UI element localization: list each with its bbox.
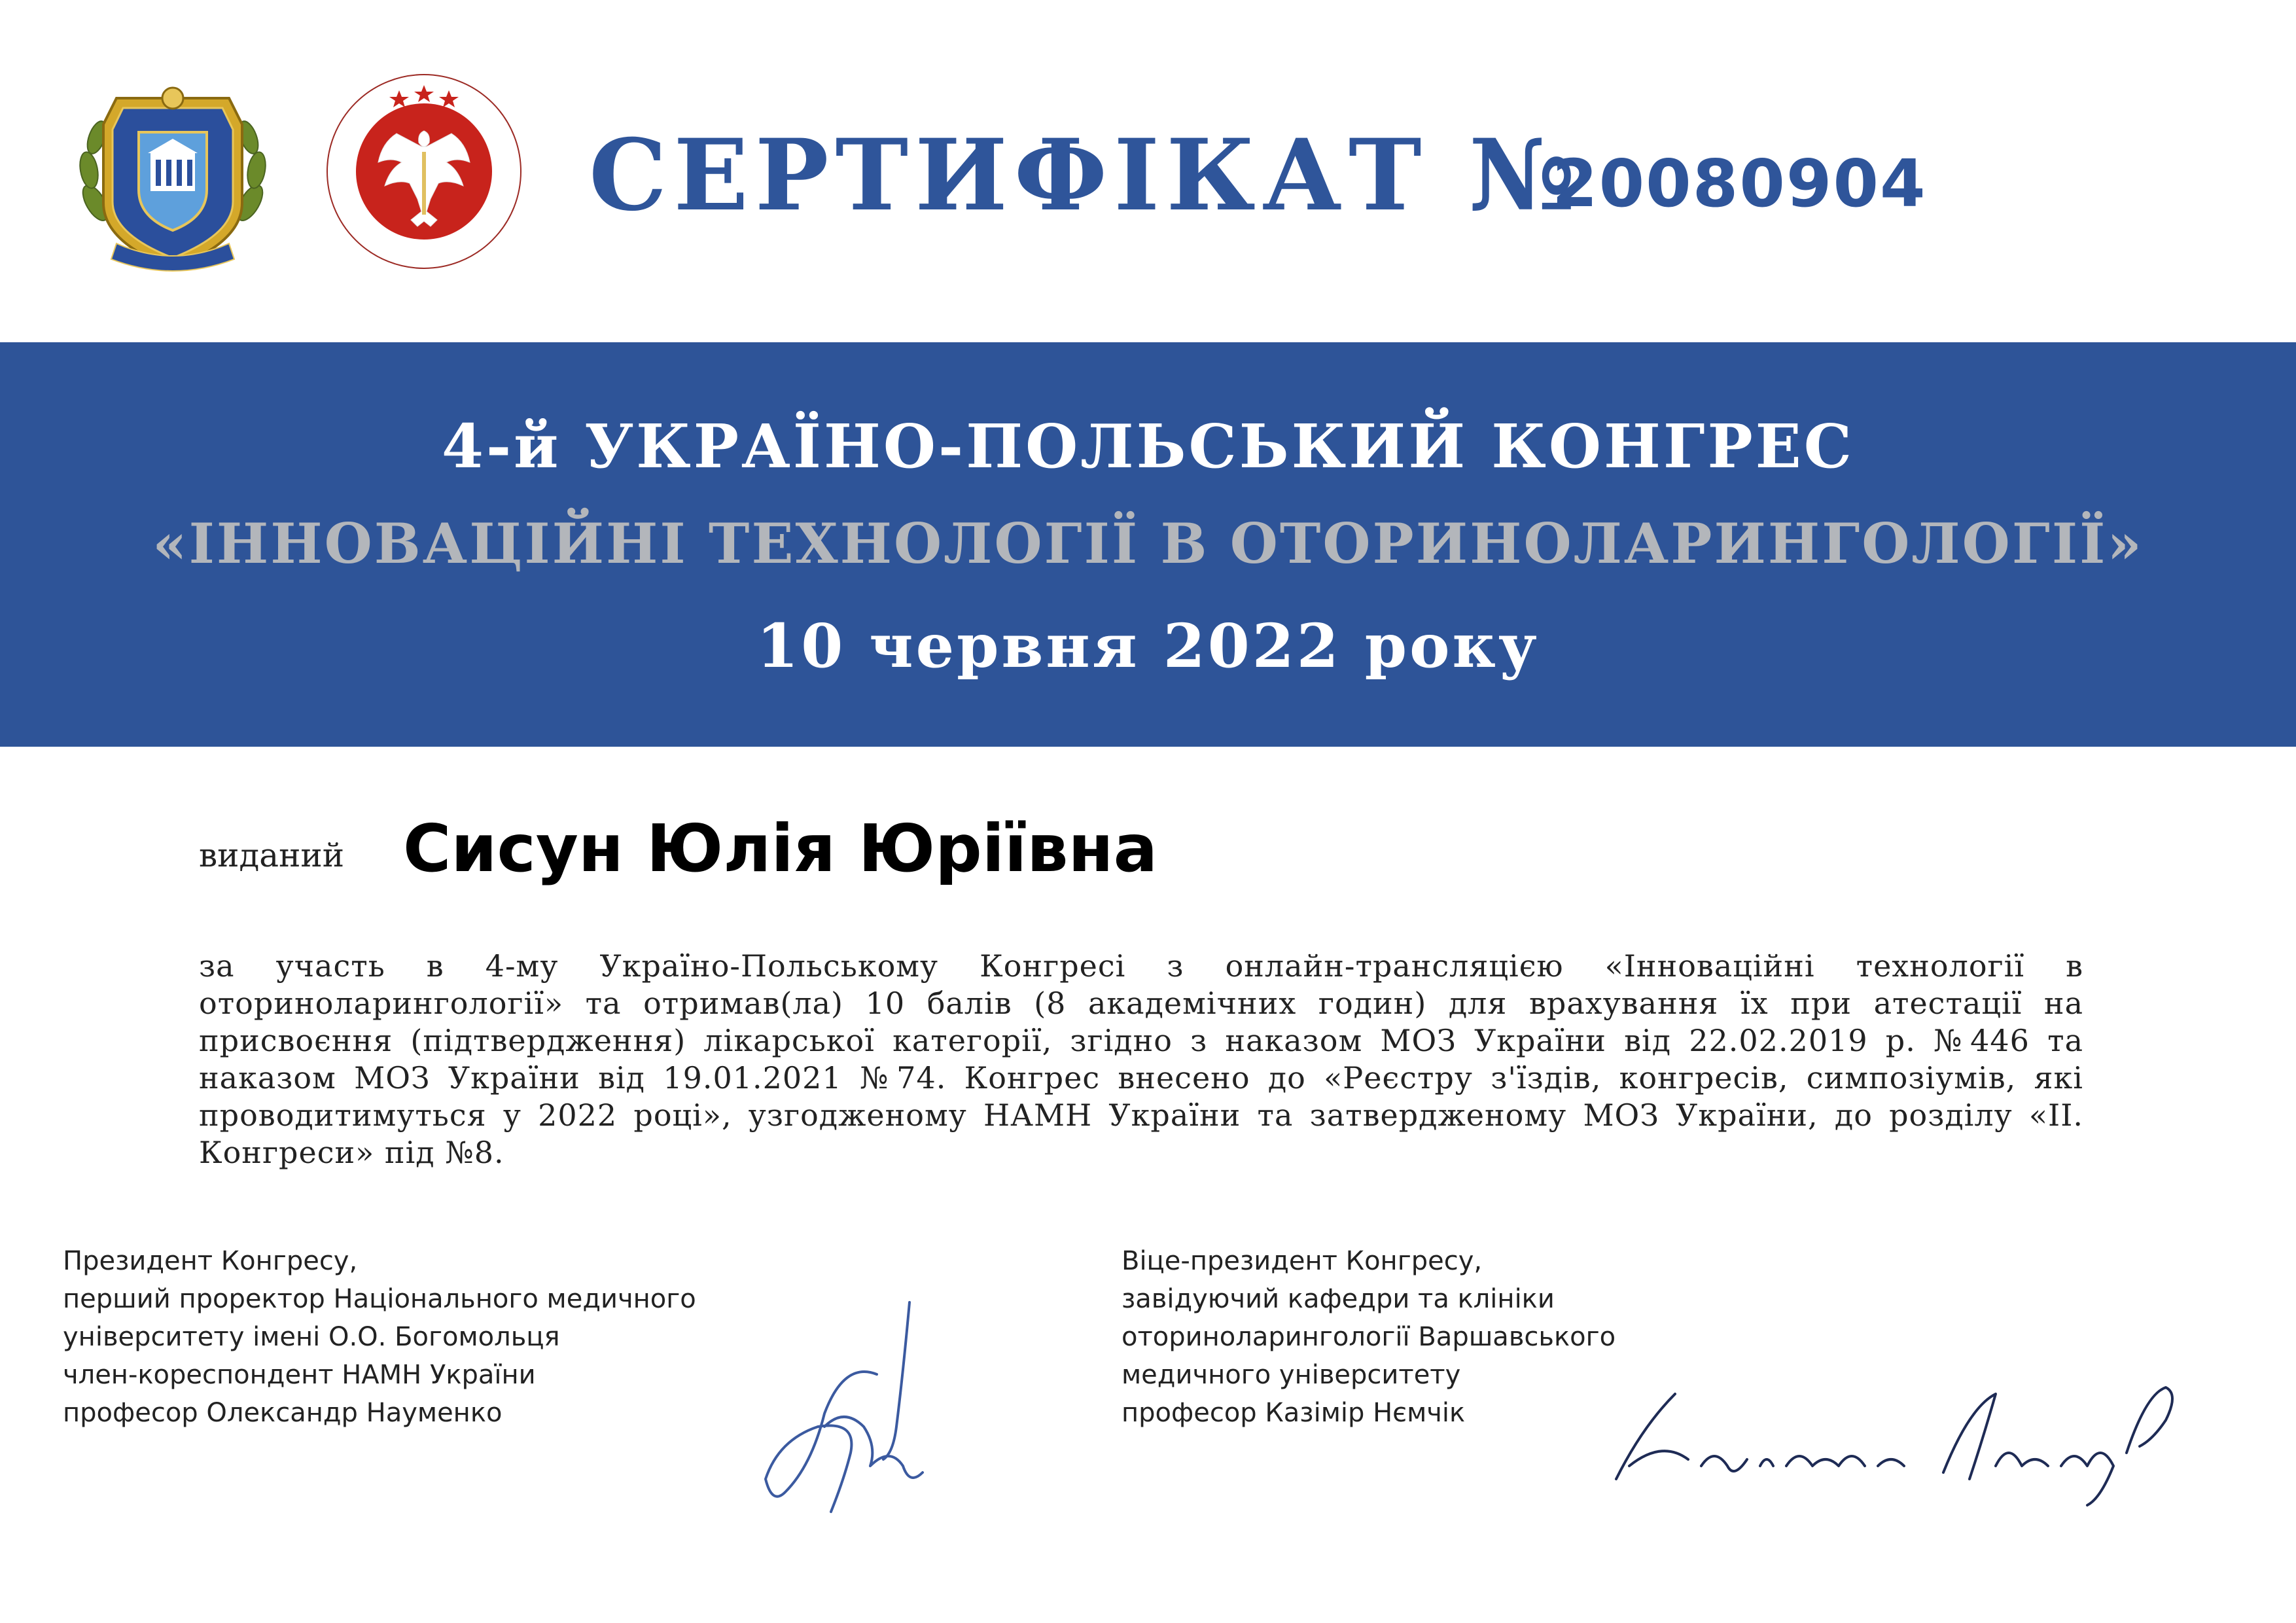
president-university: університету імені О.О. Богомольця bbox=[63, 1322, 560, 1352]
vice-president-position: завідуючий кафедри та клініки bbox=[1122, 1284, 1555, 1314]
certificate-header bbox=[0, 0, 2296, 340]
certificate-number: 20080904 bbox=[1552, 145, 1927, 222]
vice-president-department: оториноларингології Варшавського bbox=[1122, 1322, 1616, 1352]
congress-theme: «ІННОВАЦІЙНІ ТЕХНОЛОГІЇ В ОТОРИНОЛАРИНГОЛОГІЇ» bbox=[152, 511, 2144, 576]
vice-president-name: професор Казімір Нємчік bbox=[1122, 1398, 1466, 1428]
congress-banner bbox=[0, 342, 2296, 747]
medical-university-of-warsaw-seal-icon bbox=[319, 71, 529, 272]
national-medical-university-crest-icon bbox=[71, 72, 275, 276]
issued-to-label: виданий bbox=[199, 836, 345, 874]
recipient-name: Сисун Юлія Юріївна bbox=[403, 810, 1158, 887]
president-signatory-block bbox=[63, 1242, 783, 1432]
vice-president-university: медичного університету bbox=[1122, 1360, 1461, 1390]
vice-president-signature-icon bbox=[1603, 1368, 2192, 1512]
certificate-title: СЕРТИФІКАТ № bbox=[589, 118, 1582, 233]
congress-name: 4-й УКРАЇНО-ПОЛЬСЬКИЙ КОНГРЕС bbox=[441, 411, 1854, 482]
president-position: перший проректор Національного медичного bbox=[63, 1284, 696, 1314]
president-role: Президент Конгресу, bbox=[63, 1246, 358, 1276]
certificate-body-text: за участь в 4-му Україно-Польському Конгресі з онлайн-трансляцією «Інноваційні технології в оториноларингології» та отримав(ла) 10 балів (8 академічних годин) для врахування їх при атестації на присвоєння (підтвердження) лікарської категорії, згідно з наказом МОЗ України від 22.02.2019 р. №446 та наказом МОЗ України від 19.01.2021 №74. Конгрес внесено до «Реєстру з'їздів, конгресів, симпозіумів, які проводитимуться у 2022 році», узгодженому НАМН України та затвердженому МОЗ України, до розділу «ІІ. Конгреси» під №8. bbox=[199, 948, 2083, 1170]
vice-president-role: Віце-президент Конгресу, bbox=[1122, 1246, 1483, 1276]
president-name: професор Олександр Науменко bbox=[63, 1398, 503, 1428]
congress-date: 10 червня 2022 року bbox=[756, 611, 1540, 681]
president-signature-icon bbox=[746, 1296, 942, 1518]
president-membership: член-кореспондент НАМН України bbox=[63, 1360, 536, 1390]
